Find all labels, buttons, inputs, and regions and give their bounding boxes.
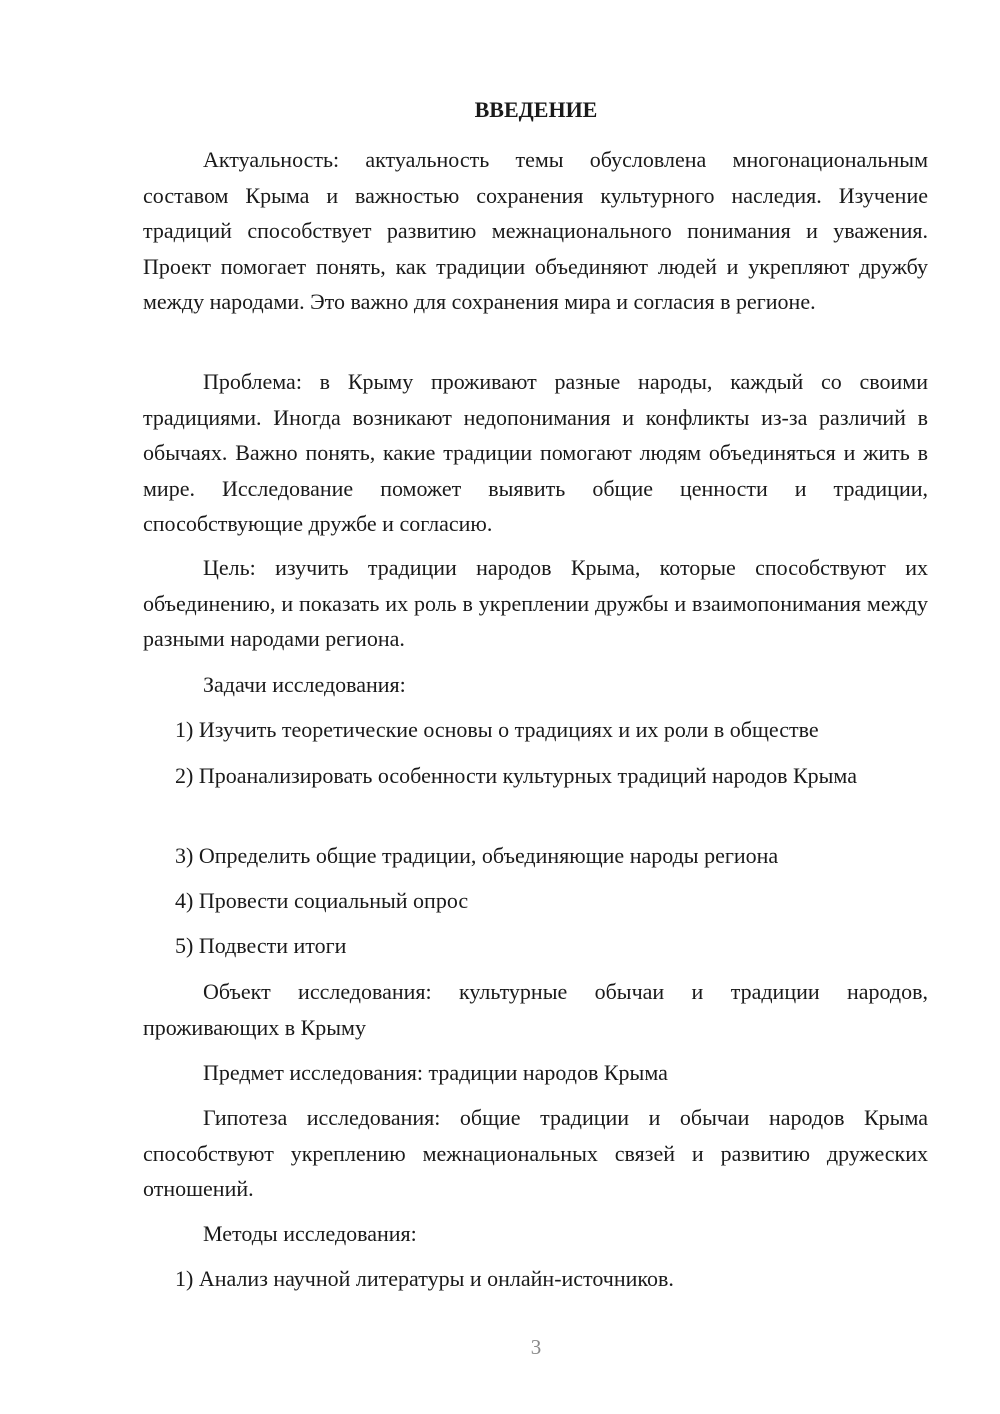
body-block-1 — [143, 142, 928, 320]
body-block-2 — [143, 364, 928, 542]
list-item: 1) Изучить теоретические основы о традициях и их роли в обществе — [175, 717, 819, 742]
list-item: 3) Определить общие традиции, объединяющие народы региона — [175, 843, 779, 868]
task-item-4-block — [143, 883, 928, 919]
object-paragraph: Объект исследования: культурные обычаи и традиции народов, проживающих в Крыму — [143, 979, 928, 1040]
task-item-1-block — [143, 712, 928, 748]
methods-heading: Методы исследования: — [203, 1221, 417, 1246]
list-item: 4) Провести социальный опрос — [175, 888, 469, 913]
list-item: 2) Проанализировать особенности культурных традиций народов Крыма — [175, 763, 857, 788]
relevance-paragraph: Актуальность: актуальность темы обусловлена многонациональным составом Крыма и важностью сохранения культурного наследия. Изучение традиций способствует развитию межнационального понимания и уважения. Проект помогает понять, как традиции объединяют людей и укрепляют дружбу между народами. Это важно для сохранения мира и согласия в регионе. — [143, 147, 928, 314]
body-block-3 — [143, 550, 928, 657]
subject-paragraph: Предмет исследования: традиции народов Крыма — [203, 1060, 668, 1085]
task-item-5-block — [143, 928, 928, 964]
body-block-6 — [143, 1055, 928, 1091]
page-number: 3 — [530, 1335, 542, 1359]
list-item: 1) Анализ научной литературы и онлайн-источников. — [175, 1266, 674, 1291]
section-title: ВВЕДЕНИЕ — [474, 97, 598, 122]
body-block-5 — [143, 974, 928, 1045]
body-block-7 — [143, 1100, 928, 1207]
list-item: 5) Подвести итоги — [175, 933, 347, 958]
problem-paragraph: Проблема: в Крыму проживают разные народы, каждый со своими традициями. Иногда возникают недопонимания и конфликты из-за различий в обычаях. Важно понять, какие традиции помогают людям объединяться и жить в мире. Исследование поможет выявить общие ценности и традиции, способствующие дружбе и согласию. — [143, 369, 928, 536]
hypothesis-paragraph: Гипотеза исследования: общие традиции и обычаи народов Крыма способствуют укреплению межнациональных связей и развитию дружеских отношений. — [143, 1105, 928, 1201]
method-item-1-block — [143, 1261, 928, 1297]
task-item-2-block — [143, 758, 928, 794]
task-item-3-block — [143, 838, 928, 874]
tasks-heading: Задачи исследования: — [203, 672, 406, 697]
body-block-8 — [143, 1216, 928, 1252]
goal-paragraph: Цель: изучить традиции народов Крыма, которые способствуют их объединению, и показать их роль в укреплении дружбы и взаимопонимания между разными народами региона. — [143, 555, 928, 651]
body-block-4 — [143, 667, 928, 703]
